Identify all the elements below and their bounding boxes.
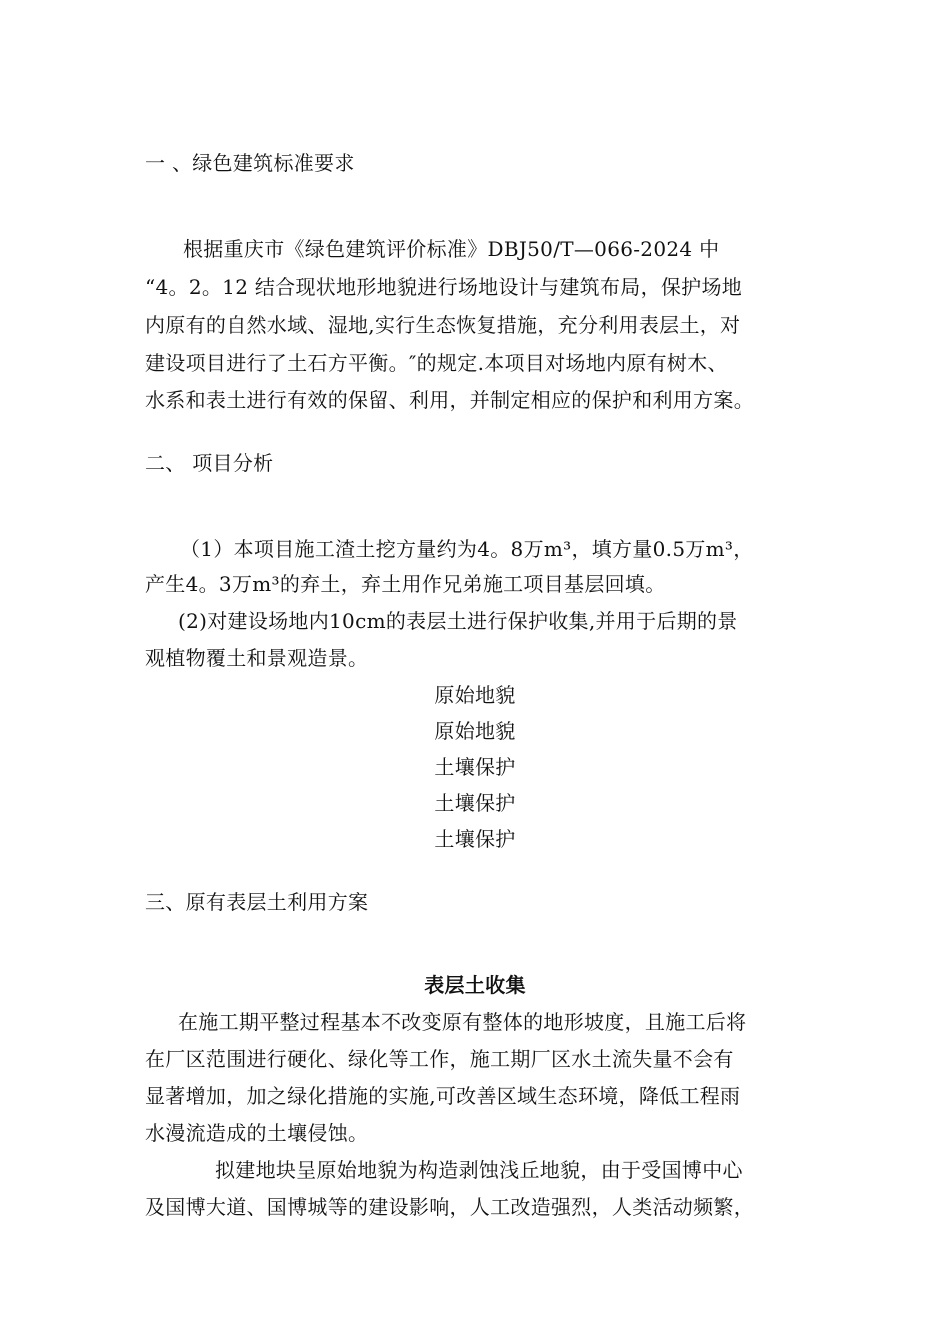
section-heading-3: 三、原有表层土利用方案	[145, 890, 369, 914]
paragraph-line: 根据重庆市《绿色建筑评价标准》DBJ50/T—066-2024 中	[183, 237, 720, 261]
figure-label: 土壤保护	[434, 791, 516, 815]
paragraph-line: 水漫流造成的土壤侵蚀。	[145, 1121, 369, 1145]
paragraph-line: 观植物覆土和景观造景。	[145, 646, 369, 670]
subsection-title: 表层土收集	[424, 973, 526, 997]
paragraph-line: 水系和表土进行有效的保留、利用，并制定相应的保护和利用方案。	[145, 388, 754, 412]
paragraph-line: 显著增加，加之绿化措施的实施,可改善区域生态环境，降低工程雨	[145, 1084, 741, 1108]
paragraph-line: 产生4。3万m³的弃土，弃土用作兄弟施工项目基层回填。	[145, 572, 666, 596]
figure-label: 土壤保护	[434, 755, 516, 779]
figure-label: 原始地貌	[434, 719, 516, 743]
section-heading-1: 一 、绿色建筑标准要求	[145, 151, 355, 175]
paragraph-line: (2)对建设场地内10cm的表层土进行保护收集,并用于后期的景	[178, 609, 738, 633]
paragraph-line: 内原有的自然水域、湿地,实行生态恢复措施，充分利用表层土，对	[145, 313, 741, 337]
paragraph-line: 及国博大道、国博城等的建设影响，人工改造强烈，人类活动频繁，	[145, 1195, 754, 1219]
paragraph-line: 在厂区范围进行硬化、绿化等工作，施工期厂区水土流失量不会有	[145, 1047, 734, 1071]
paragraph-line: （1）本项目施工渣土挖方量约为4。8万m³，填方量0.5万m³，	[180, 537, 754, 561]
paragraph-line: 建设项目进行了土石方平衡。″的规定.本项目对场地内原有树木、	[145, 351, 728, 375]
paragraph-line: 在施工期平整过程基本不改变原有整体的地形坡度，且施工后将	[178, 1010, 747, 1034]
paragraph-line: “4。2。12 结合现状地形地貌进行场地设计与建筑布局，保护场地	[145, 275, 743, 299]
figure-label: 原始地貌	[434, 683, 516, 707]
figure-label: 土壤保护	[434, 827, 516, 851]
paragraph-line: 拟建地块呈原始地貌为构造剥蚀浅丘地貌，由于受国博中心	[215, 1158, 743, 1182]
section-heading-2: 二、 项目分析	[145, 451, 274, 475]
